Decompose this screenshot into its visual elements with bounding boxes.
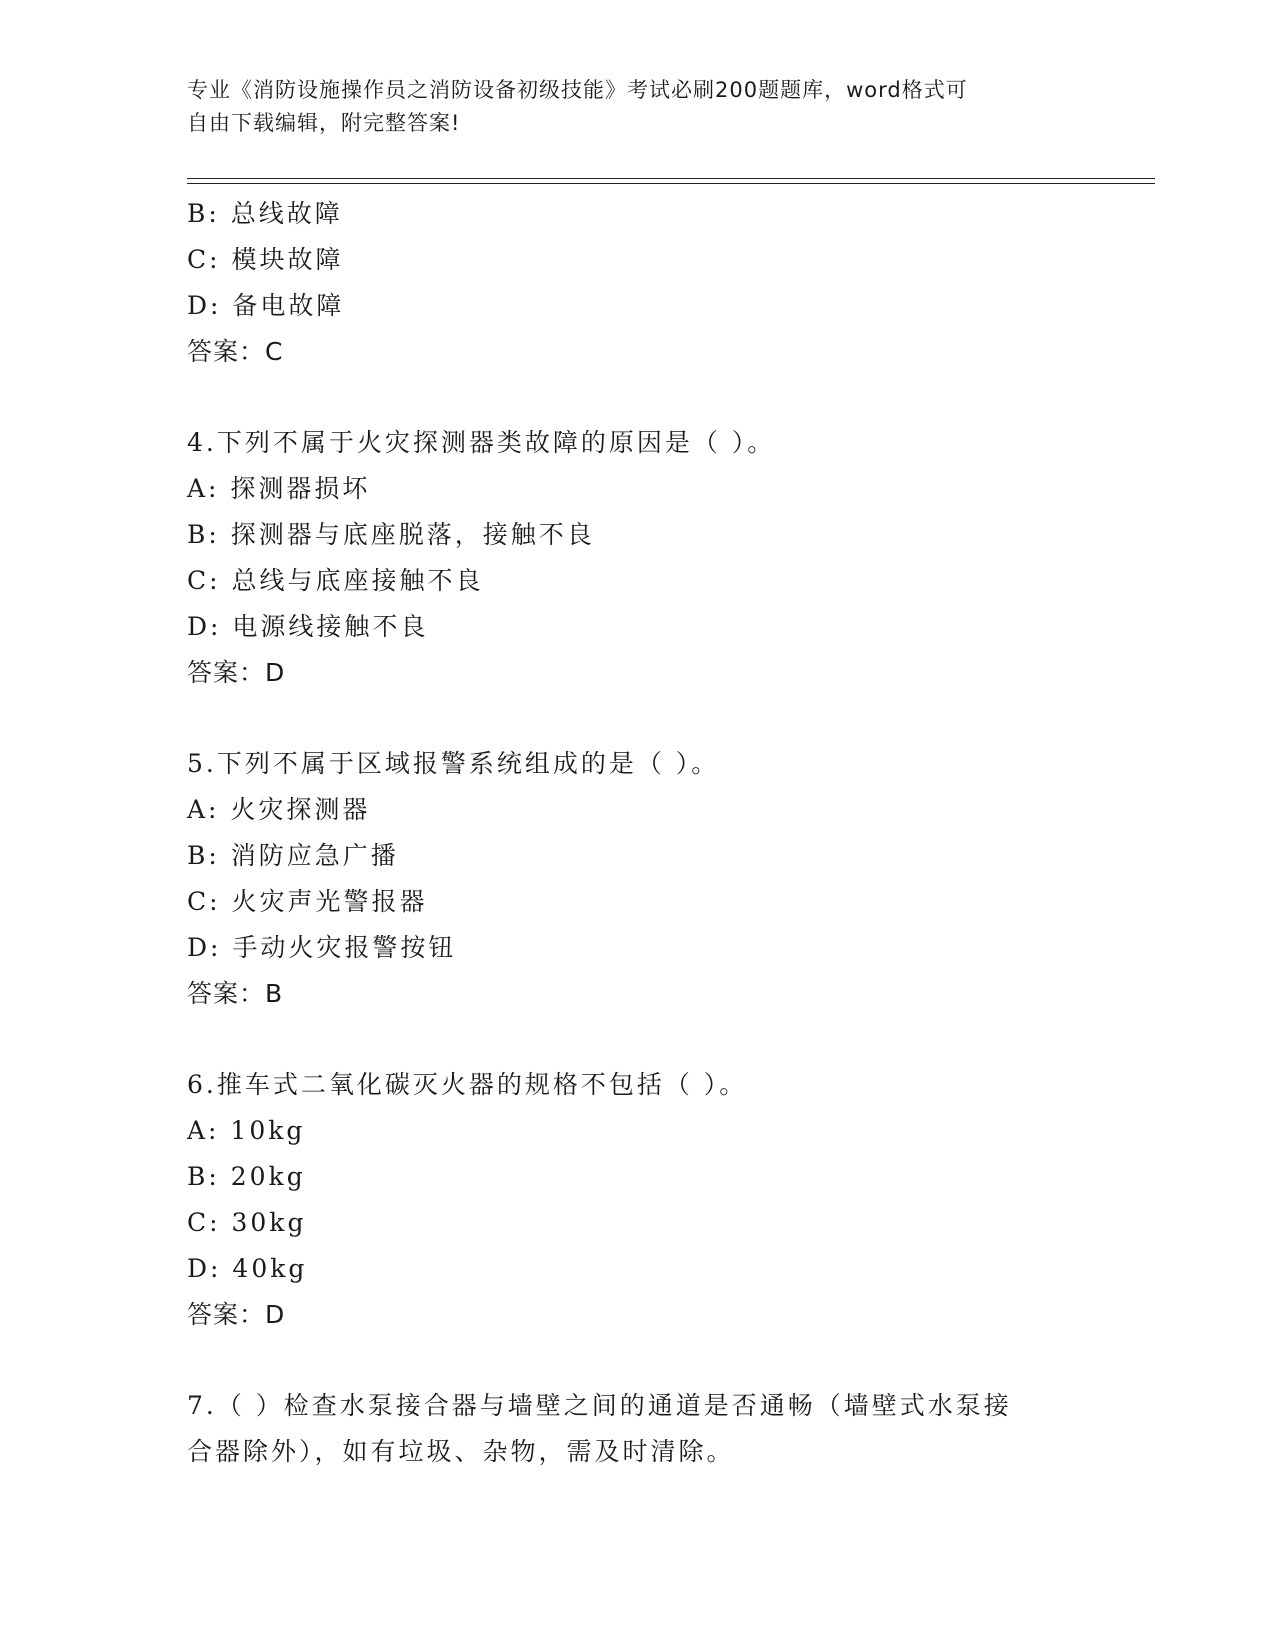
q7-question-line-2: 合器除外），如有垃圾、杂物，需及时清除。 — [187, 1437, 735, 1466]
header-divider-top — [187, 178, 1155, 179]
q5-option-b: B: 消防应急广播 — [187, 841, 399, 870]
q6-question: 6.推车式二氧化碳灭火器的规格不包括（ ）。 — [187, 1070, 748, 1099]
q4-question: 4.下列不属于火灾探测器类故障的原因是（ ）。 — [187, 428, 776, 457]
q4-option-a: A: 探测器损坏 — [187, 474, 371, 503]
question-6-block — [187, 1062, 1087, 1338]
q3-option-b: B: 总线故障 — [187, 199, 343, 228]
document-header — [187, 74, 1067, 140]
question-5-block — [187, 741, 1087, 1017]
question-4-block — [187, 420, 1087, 696]
q5-question: 5.下列不属于区域报警系统组成的是（ ）。 — [187, 749, 720, 778]
header-line-2: 自由下载编辑，附完整答案! — [187, 111, 461, 135]
q4-option-c: C: 总线与底座接触不良 — [187, 566, 484, 595]
q4-option-d: D: 电源线接触不良 — [187, 612, 429, 641]
q6-answer: 答案：D — [187, 1300, 286, 1329]
q6-option-b: B: 20kg — [187, 1162, 306, 1191]
question-7-block — [187, 1383, 1087, 1475]
question-list — [187, 191, 1087, 1475]
q4-answer: 答案：D — [187, 658, 286, 687]
header-divider-bottom — [187, 183, 1155, 184]
q5-option-a: A: 火灾探测器 — [187, 795, 371, 824]
q5-answer: 答案：B — [187, 979, 284, 1008]
q3-answer: 答案：C — [187, 337, 284, 366]
q6-option-a: A: 10kg — [187, 1116, 306, 1145]
q7-question-line-1: 7.（ ）检查水泵接合器与墙壁之间的通道是否通畅（墙壁式水泵接 — [187, 1391, 1012, 1420]
q3-option-c: C: 模块故障 — [187, 245, 344, 274]
q5-option-d: D: 手动火灾报警按钮 — [187, 933, 457, 962]
q4-option-b: B: 探测器与底座脱落，接触不良 — [187, 520, 595, 549]
header-line-1: 专业《消防设施操作员之消防设备初级技能》考试必刷200题题库，word格式可 — [187, 78, 968, 102]
q5-option-c: C: 火灾声光警报器 — [187, 887, 428, 916]
q6-option-d: D: 40kg — [187, 1254, 308, 1283]
question-3-block — [187, 191, 1087, 375]
q3-option-d: D: 备电故障 — [187, 291, 345, 320]
q6-option-c: C: 30kg — [187, 1208, 307, 1237]
